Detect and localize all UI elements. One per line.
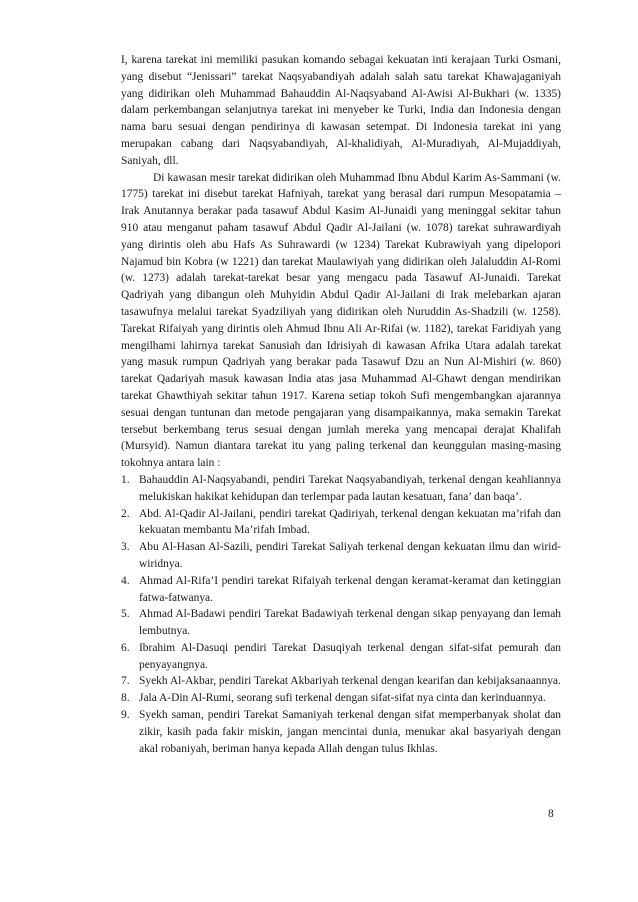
list-item-text: Ahmad Al-Badawi pendiri Tarekat Badawiyah terkenal dengan sikap penyayang dan lemah lembutnya. <box>139 608 561 638</box>
body-text <box>121 52 561 757</box>
list-item-text: Jala A-Din Al-Rumi, seorang sufi terkenal dengan sifat-sifat nya cinta dan kerinduannya. <box>139 692 546 705</box>
list-item <box>121 606 561 640</box>
page-number: 8 <box>548 808 554 820</box>
paragraph-1: I, karena tarekat ini memiliki pasukan komando sebagai kekuatan inti kerajaan Turki Osmani, yang disebut “Jenissari” tarekat Naqsyabandiyah adalah salah satu tarekat Khawajaganiyah yang didirikan oleh Muhammad Bahauddin Al-Naqsyaband Al-Awisi Al-Bukhari (w. 1335) dalam perkembangan selanjutnya tarekat ini menyeber ke Turki, India dan Indonesia dengan nama baru sesuai dengan pendirinya di kawasan setempat. Di Indonesia tarekat ini yang merupakan cabang dari Naqsyabandiyah, Al-khalidiyah, Al-Muradiyah, Al-Mujaddiyah, Saniyah, dll. <box>121 54 561 167</box>
list-item-text: Syekh saman, pendiri Tarekat Samaniyah terkenal dengan sifat memperbanyak sholat dan zikir, kasih pada fakir miskin, jangan mencintai dunia, menukar akal basyariyah dengan akal robaniyah, beriman hanya kepada Allah dengan tulus Ikhlas. <box>139 709 561 755</box>
list-item-number: 3. <box>121 541 130 554</box>
tarekat-founders-list <box>121 472 561 758</box>
list-item-text: Abu Al-Hasan Al-Sazili, pendiri Tarekat Saliyah terkenal dengan kekuatan ilmu dan wirid-wiridnya. <box>139 541 561 570</box>
list-item <box>121 506 561 540</box>
list-item-number: 8. <box>121 692 130 705</box>
list-item-text: Bahauddin Al-Naqsyabandi, pendiri Tarekat Naqsyabandiyah, terkenal dengan keahliannya melukiskan hakikat kehidupan dan terlempar pada lautan kesatuan, fana’ dan baqa’. <box>139 473 561 503</box>
list-item-text: Abd. Al-Qadir Al-Jailani, pendiri tarekat Qadiriyah, terkenal dengan kekuatan ma’rifah dan kekuatan membantu Ma’rifah Imbad. <box>139 507 561 537</box>
list-item <box>121 573 561 607</box>
list-item-text: Ibrahim Al-Dasuqi pendiri Tarekat Dasuqiyah terkenal dengan sifat-sifat pemurah dan penyayangnya. <box>139 641 561 671</box>
list-item <box>121 539 561 573</box>
list-item <box>121 640 561 674</box>
list-item-number: 9. <box>121 709 130 722</box>
list-item-number: 7. <box>121 675 130 688</box>
list-item-number: 1. <box>121 473 130 486</box>
list-item-number: 5. <box>121 608 130 621</box>
list-item-number: 6. <box>121 641 130 654</box>
paragraph-2: Di kawasan mesir tarekat didirikan oleh Muhammad Ibnu Abdul Karim As-Sammani (w. 1775) tarekat ini disebut tarekat Hafniyah, tarekat yang berasal dari rumpun Mesopatamia – Irak Anutannya berakar pada tasawuf Abdul Kasim Al-Junaidi yang meninggal sekitar tahun 910 atau menganut paham tasawuf Abdul Qadir Al-Jailani (w. 1078) tarekat suhrawardiyah yang dirintis oleh abu Hafs As Suhrawardi (w 1234) Tarekat Kubrawiyah yang dipelopori Najamud bin Kobra (w 1221) dan tarekat Maulawiyah yang didirikan oleh Jalaluddin Al-Romi (w. 1273) adalah tarekat-tarekat besar yang mengacu pada Tasawuf Al-Junaidi. Tarekat Qadriyah yang dibangun oleh Muhyidin Abdul Qadir Al-Jailani di Irak melebarkan ajaran tasawufnya melalui tarekat Syadziliyah yang didirikan oleh Nuruddin As-Shadzili (w. 1258). Tarekat Rifaiyah yang dirintis oleh Ahmud Ibnu Ali Ar-Rifai (w. 1182), tarekat Faridiyah yang mengilhami lahirnya tarekat Sanusiah dan Idrisiyah di kawasan Afrika Utara adalah tarekat yang masuk rumpun Qadriyah yang berakar pada Tasawuf Dzu an Nun Al-Mishiri (w. 860) tarekat Qadariyah masuk kawasan India atas jasa Muhammad Al-Ghawt dengan mendirikan tarekat Ghawthiyah sekitar tahun 1917. Karena setiap tokoh Sufi mengembangkan ajarannya sesuai dengan tuntunan dan metode pengajaran yang disampaikannya, maka semakin Tarekat tersebut berkembang terus sesuai dengan jumlah mereka yang mencapai derajat Khalifah (Mursyid). Namun diantara tarekat itu yang paling terkenal dan keunggulan masing-masing tokohnya antara lain : <box>121 171 561 470</box>
list-item-text: Syekh Al-Akbar, pendiri Tarekat Akbariyah terkenal dengan kearifan dan kebijaksanaannya. <box>139 675 561 688</box>
list-item <box>121 707 561 757</box>
list-item <box>121 472 561 506</box>
list-item <box>121 690 561 707</box>
list-item-number: 2. <box>121 507 130 520</box>
list-item-number: 4. <box>121 574 130 587</box>
list-item-text: Ahmad Al-Rifa’I pendiri tarekat Rifaiyah terkenal dengan keramat-keramat dan ketinggian fatwa-fatwanya. <box>139 574 561 604</box>
list-item <box>121 673 561 690</box>
